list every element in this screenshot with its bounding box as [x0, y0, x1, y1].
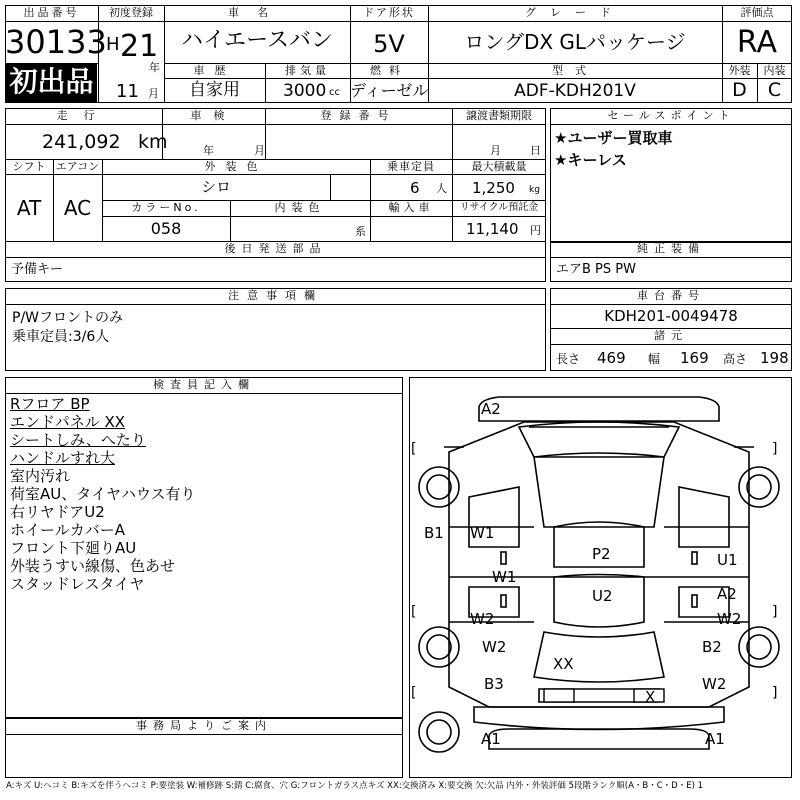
width-label: 幅: [648, 352, 661, 366]
inspector-line-5: 室内汚れ: [10, 467, 71, 485]
bracket-open-3: [: [411, 685, 417, 701]
length-label: 長さ: [556, 352, 581, 366]
diagram-label-xx: XX: [553, 655, 574, 673]
car-diagram-icon: [409, 377, 792, 778]
exterior-label: 外装: [728, 64, 751, 77]
inspection-month-unit: 月: [254, 144, 265, 157]
load-value: 1,250: [472, 179, 515, 197]
diagram-label-w2-right: W2: [717, 610, 742, 628]
fuel-label: 燃料: [370, 64, 408, 77]
office-label: 事務局よりご案内: [136, 719, 272, 732]
diagram-label-b1: B1: [424, 524, 444, 542]
bracket-close-3: ]: [772, 685, 778, 701]
month-unit: 月: [148, 87, 159, 100]
recycle-unit: 円: [530, 224, 541, 237]
genuine-label: 純正装備: [637, 242, 705, 255]
inspector-line-11: スタッドレスタイヤ: [10, 575, 145, 593]
capacity-value: 6: [410, 179, 420, 197]
load-label: 最大積載量: [471, 160, 527, 173]
lot-number: 30133: [5, 23, 107, 61]
colorno-value: 058: [150, 219, 182, 238]
regnum-label: 登録番号: [320, 109, 397, 122]
transfer-label: 譲渡書類期限: [466, 109, 532, 122]
chassis-label: 車台番号: [637, 289, 705, 302]
later-parts-value: 予備キー: [11, 262, 64, 277]
inspector-line-7: 右リヤドアU2: [10, 503, 105, 521]
aircon-value: AC: [63, 196, 92, 220]
transfer-month-unit: 月: [490, 144, 501, 157]
grade-label: グレード: [525, 6, 625, 19]
intcolor-unit: 系: [355, 225, 366, 238]
diagram-label-u1: U1: [717, 551, 738, 569]
caution-line-1: P/Wフロントのみ: [12, 310, 124, 326]
model-label: 型式: [552, 64, 598, 77]
inspector-line-2: エンドパネル XX: [10, 413, 126, 431]
interior-label: 内装: [763, 64, 786, 77]
width-value: 169: [680, 349, 709, 367]
sales-label: セールスポイント: [607, 109, 735, 122]
diagram-label-b3: B3: [484, 675, 504, 693]
grade-value: ロングDX GLパッケージ: [464, 30, 686, 54]
color-value: シロ: [200, 178, 231, 196]
shift-label: シフト: [12, 160, 46, 173]
genuine-value: エアB PS PW: [556, 262, 636, 277]
month-value: 11: [116, 81, 139, 102]
legend-text: A:キズ U:ヘコミ B:キズを伴うヘコミ P:要塗装 W:補修跡 S:錆 C:腐食、穴 G:フロントガラス点キズ XX:交換済み X:要交換 欠:欠品 内外・外装評価 5段階ランク順(A・B・C・D・E) 1: [6, 781, 704, 791]
aircon-label: エアコン: [55, 160, 100, 173]
mileage-label: 走行: [56, 109, 111, 122]
door-label: ドア形状: [363, 6, 415, 19]
bracket-open-2: [: [411, 604, 417, 620]
inspector-line-6: 荷室AU、タイヤハウス有り: [10, 485, 196, 503]
inspector-line-1: Rフロア BP: [10, 395, 90, 413]
displacement-unit: cc: [329, 87, 340, 98]
diagram-label-a2-top: A2: [481, 400, 501, 418]
recycle-value: 11,140: [466, 220, 519, 238]
car-name-label: 車名: [228, 6, 286, 19]
lot-label: 出品番号: [23, 6, 80, 19]
inspection-year-unit: 年: [203, 144, 214, 157]
mileage-value: 241,092: [42, 131, 121, 153]
diagram-label-w2-left: W2: [470, 610, 495, 628]
door-value: 5V: [373, 30, 405, 58]
car-name: ハイエースバン: [180, 28, 334, 53]
diagram-label-u2: U2: [592, 587, 613, 605]
shift-value: AT: [16, 196, 42, 220]
interior-value: C: [767, 79, 782, 101]
recycle-label: リサイクル預託金: [459, 202, 539, 213]
diagram-label-p2: P2: [592, 545, 611, 563]
mileage-unit: km: [138, 131, 168, 153]
year-value: 21: [120, 29, 159, 64]
colorno-label: カラーNo.: [131, 201, 201, 214]
inspector-line-9: フロント下廻りAU: [10, 539, 137, 557]
import-label: 輸入車: [388, 201, 434, 214]
height-label: 高さ: [723, 352, 748, 366]
color-label: 外装色: [204, 160, 268, 173]
load-unit: kg: [529, 185, 540, 195]
inspector-line-8: ホイールカバーA: [10, 521, 125, 539]
spec-label: 諸元: [654, 329, 688, 342]
caution-label: 注意事項欄: [228, 289, 323, 302]
model-value: ADF-KDH201V: [514, 81, 636, 101]
displacement-value: 3000: [283, 81, 327, 101]
bracket-close-1: ]: [772, 441, 778, 457]
first-reg-label: 初度登録: [109, 6, 153, 19]
diagram-label-w2-left-low: W2: [482, 638, 507, 656]
score-value: RA: [736, 25, 778, 60]
inspector-line-10: 外装うすい線傷、色あせ: [10, 557, 176, 575]
history-value: 自家用: [189, 80, 240, 100]
diagram-label-w2-right-low: W2: [702, 675, 727, 693]
later-parts-label: 後日発送部品: [224, 242, 327, 255]
bracket-open-1: [: [411, 441, 417, 457]
bracket-close-2: ]: [772, 604, 778, 620]
diagram-label-w1-left: W1: [470, 524, 495, 542]
first-listing-text: 初出品: [9, 65, 94, 98]
inspector-line-3: シートしみ、へたり: [10, 431, 146, 449]
capacity-label: 乗車定員: [387, 160, 435, 173]
transfer-day-unit: 日: [530, 144, 541, 157]
inspection-label: 車検: [190, 109, 237, 122]
diagram-label-b2: B2: [702, 638, 722, 656]
diagram-label-x: X: [645, 688, 656, 706]
length-value: 469: [597, 349, 626, 367]
exterior-value: D: [732, 79, 747, 101]
year-unit: 年: [149, 61, 160, 74]
caution-line-2: 乗車定員:3/6人: [12, 329, 110, 345]
era-letter: H: [106, 34, 120, 55]
history-label: 車歴: [193, 64, 236, 77]
later-parts-row: [5, 257, 546, 282]
score-label: 評価点: [740, 6, 774, 19]
height-value: 198: [760, 349, 789, 367]
diagram-label-a1-left: A1: [481, 730, 501, 748]
sales-point-1: ★ユーザー買取車: [554, 129, 673, 147]
intcolor-label: 内装色: [274, 201, 326, 214]
diagram-label-a1-right: A1: [705, 730, 725, 748]
diagram-label-a2-right: A2: [717, 585, 737, 603]
capacity-unit: 人: [436, 182, 447, 195]
inspector-label: 検査員記入欄: [153, 378, 255, 391]
diagram-label-w1-mid: W1: [492, 568, 517, 586]
inspector-line-4: ハンドルすれ大: [10, 449, 116, 467]
displacement-label: 排気量: [285, 64, 330, 77]
chassis-value: KDH201-0049478: [604, 307, 738, 325]
sales-point-2: ★キーレス: [554, 151, 627, 169]
fuel-value: ディーゼル: [350, 81, 429, 100]
